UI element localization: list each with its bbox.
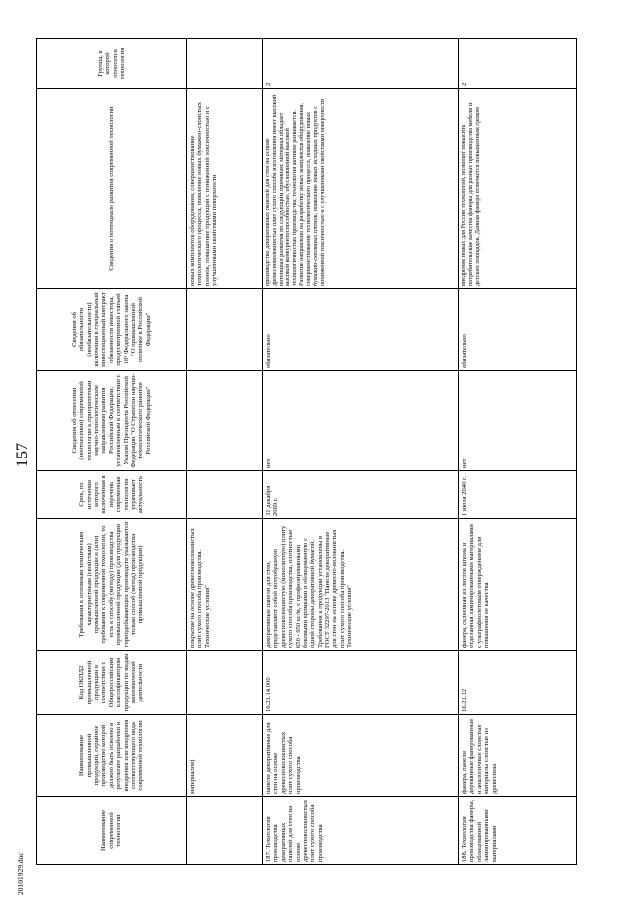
row-number: 187. — [265, 850, 272, 862]
row-tech-name: Технология производства декоративных панелей для стен на основе древесноволокнистых плит сухого способа производства — [265, 799, 324, 862]
cont-requirements-cell: покрытие на основе древесноволокнистых плит сухого способа производства. Технические условия" — [187, 519, 263, 651]
row-potential-cell: производство декоративных панелей для стен на основе древесноволокнистых плит сухого способа изготовления имеет высокий потенциал развития по следующим причинам: материал обладает высокой конкурентоспособностью, обусловленной высокой технологичностью производства; технология активно развивается. Развитие направлено на разработку новых комплектов оборудования, совершенствование технологического процесса, появление новых бумажно-смоляных пленок, появление новых исходных продуктов с пониженной токсичностью и с улучшенными свойствами поверхности — [263, 89, 459, 289]
row-deadline-cell: 1 июля 2040 г. — [459, 471, 577, 519]
row-tech-cell — [263, 797, 459, 865]
row-product-cell: фанера, панели деревянные фанерованные и аналогичные слоистые материалы слоистые из древесины — [459, 715, 577, 797]
header-okpd2-code: Код ОКПД2 промышленной продукции в соответствии с Общероссийским классификатором продукции по видам экономической деятельности — [37, 651, 187, 715]
row-mandatory-cell: обязательно — [459, 289, 577, 371]
table-row-continuation — [187, 39, 263, 865]
row-number: 188. — [461, 850, 468, 862]
row-priority-cell: нет — [459, 371, 577, 471]
table-row — [263, 39, 459, 865]
cont-product-cell: материалов) — [187, 715, 263, 797]
row-mandatory-cell: обязательно — [263, 289, 459, 371]
row-tech-name: Технология производства фанеры, облицованной ламинированными материалами — [461, 799, 498, 862]
row-code-cell: 16.21.12 — [459, 651, 577, 715]
table-row — [459, 39, 577, 865]
row-code-cell: 16.21.14.000 — [263, 651, 459, 715]
row-deadline-cell: 31 декабря 2069 г. — [263, 471, 459, 519]
row-group-cell: 2 — [459, 39, 577, 89]
row-potential-cell: внедрение новых для России технологий, позволит повысить потребительские качества фанеры для разных производства мебели и детских площадок. Данная фанера отличается повышенным сроком — [459, 89, 577, 289]
row-product-cell: панели декоративные для стен на основе древесноволокнистых плит сухого способа производства — [263, 715, 459, 797]
header-priority: Сведения об отнесении (неотнесении) современной технологии к приоритетным научно-технологическим направлениям развития Российской Федерации, установленным в соответствии с Указом Президента Российской Федерации "О Стратегии научно-технологического развития Российской Федерации" — [37, 371, 187, 471]
header-mandatory: Сведения об обязательности (необязательности) включения в специальный инвестиционный контракт обязанности инвестора, предусмотренной статьей 18¹ Федерального закона "О промышленной политике в Российской Федерации" — [37, 289, 187, 371]
row-requirements-cell: декоративные панели для стен, представляют собой полуобразную древесноволокнистую (монолитную) плиту сухого способа производства, плотностью 650 - 950 кг/м, с профилированными боковыми кромками и облицованную с одной стороны декоративной бумагой. Требования к продукции установлены в ГОСТ 32297-2013 "Панели декоративные для стен на основе древесно-волокнистых плит сухого способа производства. Технические условия" — [263, 519, 459, 651]
technologies-table — [36, 38, 577, 865]
row-group-cell: 2 — [263, 39, 459, 89]
header-product-name: Наименование промышленной продукции, серийное производство которой должно быть освоено в результате разработки и внедрения или внедрения соответствующего вида современной технологии — [37, 715, 187, 797]
header-tech-name: Наименование современной технологии — [37, 797, 187, 865]
page-number: 157 — [14, 443, 31, 467]
row-priority-cell: нет — [263, 371, 459, 471]
header-group: Группа, к которой относится технология — [37, 39, 187, 89]
header-deadline: Срок, по истечении которого включенная в перечень современная технология утрачивает актуальность — [37, 471, 187, 519]
row-requirements-cell: фанера, склеенная из листов шпона и отделанная ламинированными материалами с ультрафиолетовым отверждением для повышения ее качества — [459, 519, 577, 651]
header-requirements: Требования к основным техническим характеристикам (свойствам) промышленной продукции и (или) требования к современной технологии, то есть к способу (методу) производства промышленной продукции (для продукции горнодобывающих производств указывается только способ (метод) производства промышленной продукции) — [37, 519, 187, 651]
cont-priority-cell — [187, 371, 263, 471]
cont-mandatory-cell — [187, 289, 263, 371]
cont-tech-cell — [187, 797, 263, 865]
cont-deadline-cell — [187, 471, 263, 519]
header-potential: Сведения о потенциале развития современной технологии — [37, 89, 187, 289]
cont-code-cell — [187, 651, 263, 715]
cont-potential-cell: новых комплектов оборудования, совершенствование технологического процесса, появление новых бумажно-слоистых пленок, повышение продукции с пониженной токсичностью и с улучшенными свойствами поверхности — [187, 89, 263, 289]
cont-group-cell — [187, 39, 263, 89]
table-header-row — [37, 39, 187, 865]
row-tech-cell — [459, 797, 577, 865]
document-footer: 20101929.doc — [16, 852, 25, 895]
